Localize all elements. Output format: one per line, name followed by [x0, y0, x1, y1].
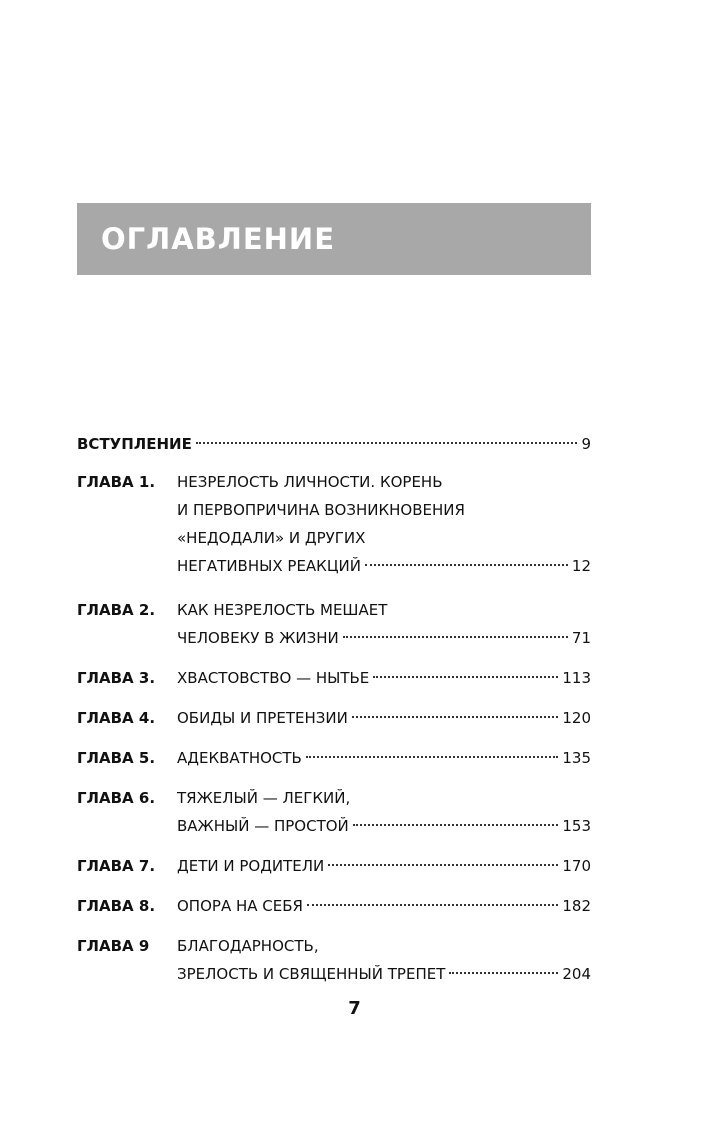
chapter-label: ГЛАВА 4.: [77, 709, 156, 727]
chapter-title-line: ЧЕЛОВЕКУ В ЖИЗНИ: [177, 629, 339, 647]
chapter-page: 170: [562, 857, 591, 875]
dot-leader: [373, 676, 558, 678]
toc-entry-chapter-4[interactable]: [77, 704, 591, 732]
toc-entry-chapter-2[interactable]: [77, 596, 591, 652]
toc-entry-chapter-1[interactable]: [77, 468, 591, 580]
dot-leader: [352, 716, 559, 718]
chapter-page: 153: [562, 817, 591, 835]
dot-leader: [353, 824, 559, 826]
chapter-page: 71: [571, 629, 591, 647]
chapter-title-line: НЕЗРЕЛОСТЬ ЛИЧНОСТИ. КОРЕНЬ: [177, 473, 443, 491]
chapter-label: ГЛАВА 9: [77, 937, 150, 955]
heading-band: [77, 203, 591, 275]
chapter-title-line: ОПОРА НА СЕБЯ: [177, 897, 303, 915]
toc-entry-page: 9: [581, 435, 591, 453]
toc-entry-chapter-9[interactable]: [77, 932, 591, 988]
dot-leader: [449, 972, 558, 974]
chapter-page: 12: [571, 557, 591, 575]
chapter-page: 135: [562, 749, 591, 767]
dot-leader: [307, 904, 558, 906]
chapter-label: ГЛАВА 2.: [77, 601, 156, 619]
dot-leader: [196, 442, 578, 444]
chapter-label: ГЛАВА 5.: [77, 749, 156, 767]
toc-entry-chapter-8[interactable]: [77, 892, 591, 920]
chapter-page: 204: [562, 965, 591, 983]
chapter-label: ГЛАВА 7.: [77, 857, 156, 875]
chapter-page: 182: [562, 897, 591, 915]
toc-entry-chapter-3[interactable]: [77, 664, 591, 692]
chapter-label: ГЛАВА 3.: [77, 669, 156, 687]
chapter-label: ГЛАВА 6.: [77, 789, 156, 807]
dot-leader: [328, 864, 558, 866]
toc-entry-label: ВСТУПЛЕНИЕ: [77, 435, 192, 453]
chapter-title-line: И ПЕРВОПРИЧИНА ВОЗНИКНОВЕНИЯ: [177, 501, 465, 519]
page-number: 7: [348, 998, 361, 1019]
chapter-label: ГЛАВА 8.: [77, 897, 156, 915]
chapter-title-line: КАК НЕЗРЕЛОСТЬ МЕШАЕТ: [177, 601, 388, 619]
chapter-page: 113: [562, 669, 591, 687]
chapter-title-line: ТЯЖЕЛЫЙ — ЛЕГКИЙ,: [177, 789, 351, 807]
dot-leader: [365, 564, 568, 566]
chapter-title-line: АДЕКВАТНОСТЬ: [177, 749, 302, 767]
chapter-title-line: ЗРЕЛОСТЬ И СВЯЩЕННЫЙ ТРЕПЕТ: [177, 965, 446, 983]
chapter-title-line: ХВАСТОВСТВО — НЫТЬЕ: [177, 669, 370, 687]
dot-leader: [343, 636, 568, 638]
chapter-title-line: НЕГАТИВНЫХ РЕАКЦИЙ: [177, 557, 361, 575]
toc-entry-chapter-5[interactable]: [77, 744, 591, 772]
toc-entry-intro[interactable]: [77, 430, 591, 458]
dot-leader: [306, 756, 559, 758]
toc-entry-chapter-7[interactable]: [77, 852, 591, 880]
chapter-label: ГЛАВА 1.: [77, 473, 156, 491]
toc-entry-chapter-6[interactable]: [77, 784, 591, 840]
chapter-title-line: ВАЖНЫЙ — ПРОСТОЙ: [177, 817, 349, 835]
chapter-page: 120: [562, 709, 591, 727]
page-title: ОГЛАВЛЕНИЕ: [101, 222, 336, 256]
chapter-title-line: ОБИДЫ И ПРЕТЕНЗИИ: [177, 709, 348, 727]
chapter-title-line: ДЕТИ И РОДИТЕЛИ: [177, 857, 325, 875]
chapter-title-line: «НЕДОДАЛИ» И ДРУГИХ: [177, 529, 366, 547]
chapter-title-line: БЛАГОДАРНОСТЬ,: [177, 937, 319, 955]
